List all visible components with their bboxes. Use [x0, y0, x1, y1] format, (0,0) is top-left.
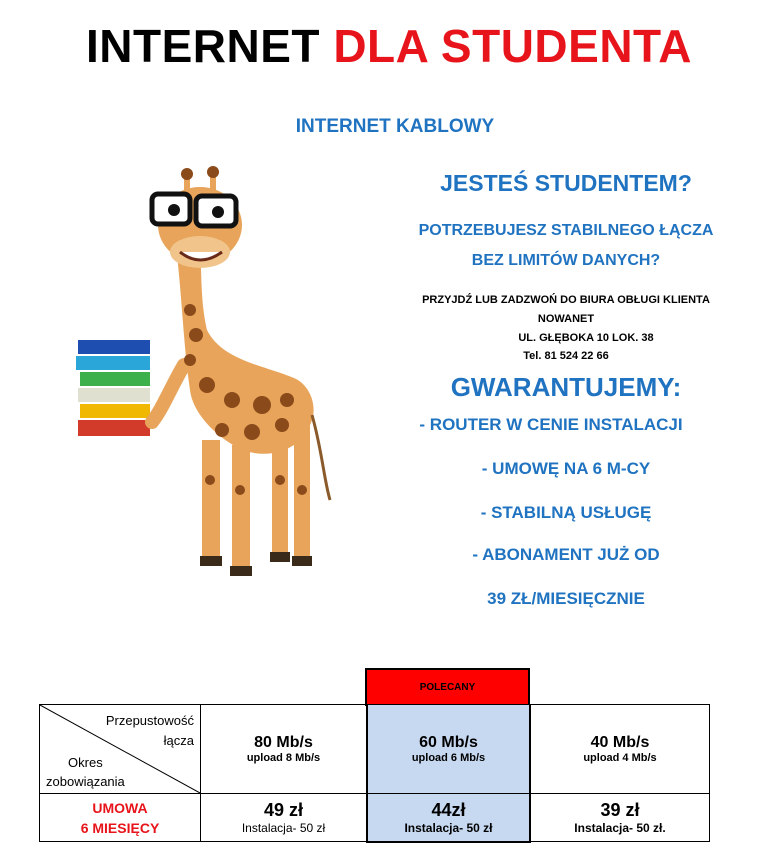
title-black: INTERNET: [86, 20, 321, 72]
head-period-line-2: zobowiązania: [46, 774, 125, 789]
head-speed-line-2: łącza: [163, 733, 194, 748]
plan-60-header: [367, 705, 530, 794]
need-line-2: BEZ LIMITÓW DANYCH?: [471, 252, 661, 269]
head-speed-line-1: Przepustowość: [105, 713, 194, 728]
plan-upload: upload 6 Mb/s: [411, 752, 486, 764]
plan-80-header: [201, 705, 368, 794]
plan-40-header: [530, 705, 710, 794]
table-header-corner: [40, 705, 201, 794]
giraffe-illustration: [72, 160, 352, 580]
guarantee-price: 39 ZŁ/MIESIĘCZNIE: [487, 589, 645, 608]
contact-phone: Tel. 81 524 22 66: [523, 350, 609, 362]
guarantee-item: - ROUTER W CENIE INSTALACJI: [419, 415, 683, 434]
student-question: JESTEŚ STUDENTEM?: [440, 170, 692, 196]
row-label: [40, 794, 201, 842]
title-red: DLA STUDENTA: [333, 20, 692, 72]
plan-40-price: [530, 794, 710, 842]
plan-speed: 40 Mb/s: [590, 734, 650, 751]
plan-60-price: [367, 794, 530, 842]
contact-address: UL. GŁĘBOKA 10 LOK. 38: [518, 332, 654, 344]
need-line-1: POTRZEBUJESZ STABILNEGO ŁĄCZA: [418, 222, 714, 239]
row-label-line-2: 6 MIESIĘCY: [80, 819, 160, 836]
page-title: [0, 18, 778, 74]
contact-line-2: NOWANET: [537, 313, 595, 325]
plan-install: Instalacja- 50 zł.: [574, 821, 666, 835]
contact-line-1: PRZYJDŹ LUB ZADZWOŃ DO BIURA OBŁUGI KLIENTA: [422, 294, 710, 306]
plan-upload: upload 8 Mb/s: [246, 752, 321, 764]
recommended-badge: POLECANY: [365, 668, 530, 706]
plan-80-price: [201, 794, 368, 842]
plan-install: Instalacja- 50 zł: [241, 821, 326, 835]
plan-upload: upload 4 Mb/s: [583, 752, 657, 764]
plan-install: Instalacja- 50 zł: [404, 820, 493, 835]
pricing-table: [39, 704, 710, 843]
guarantee-item: - ABONAMENT JUŻ OD: [472, 545, 660, 564]
plan-price: 49 zł: [263, 800, 304, 820]
guarantee-heading: GWARANTUJEMY:: [450, 372, 682, 402]
plan-speed: 80 Mb/s: [254, 734, 313, 751]
guarantee-item: - STABILNĄ USŁUGĘ: [480, 503, 652, 522]
guarantee-item: - UMOWĘ NA 6 M-CY: [481, 459, 651, 478]
subheader: INTERNET KABLOWY: [295, 116, 495, 137]
books-icon: [76, 340, 150, 436]
plan-speed: 60 Mb/s: [419, 734, 478, 751]
head-period-line-1: Okres: [68, 755, 103, 770]
plan-price: 44zł: [431, 799, 466, 820]
row-label-line-1: UMOWA: [92, 799, 148, 816]
plan-price: 39 zł: [600, 800, 640, 820]
